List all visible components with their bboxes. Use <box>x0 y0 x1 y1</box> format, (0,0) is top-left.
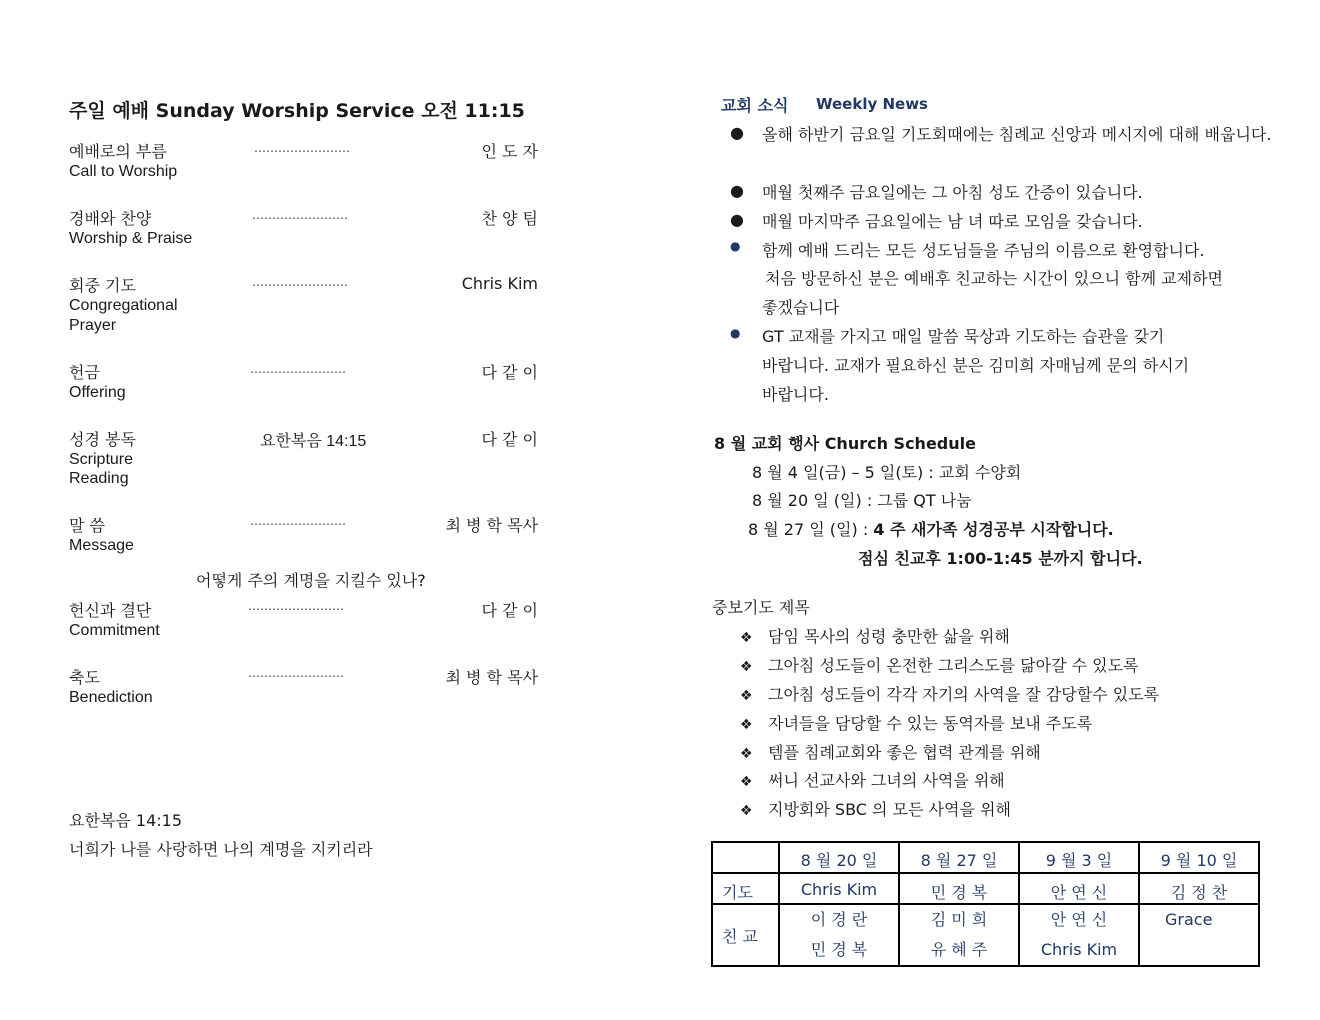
schedule-line-prefix: 8 월 27 일 (일) : <box>748 520 874 539</box>
diamond-bullet-icon: ❖ <box>740 717 753 733</box>
bullet-icon: ● <box>730 181 744 200</box>
table-cell: 민 경 복 <box>899 873 1019 904</box>
news-heading-ko: 교회 소식 <box>721 96 789 115</box>
table-corner <box>712 842 779 873</box>
table-cell: Chris Kim <box>779 873 899 904</box>
bullet-icon: ● <box>730 123 744 142</box>
bullet-icon: ● <box>730 210 744 229</box>
diamond-bullet-icon: ❖ <box>740 746 753 762</box>
prayer-item-text: 자녀들을 담당할 수 있는 동역자를 보내 주도록 <box>768 714 1093 733</box>
order-leader: 찬 양 팀 <box>481 209 538 228</box>
prayer-item <box>740 797 1011 820</box>
news-item-cont: 바랍니다. <box>762 385 829 404</box>
order-leader: 인 도 자 <box>481 142 538 161</box>
prayer-item-text: 써니 선교사와 그녀의 사역을 위해 <box>768 771 1005 790</box>
table-header-row <box>712 842 1259 873</box>
order-ko: 축도 <box>69 668 100 687</box>
news-item-cont: 바랍니다. 교재가 필요하신 분은 김미희 자매님께 문의 하시기 <box>762 356 1190 375</box>
table-cell-name: Chris Kim <box>1040 940 1118 959</box>
news-item-cont: 처음 방문하신 분은 예배후 친교하는 시간이 있으니 함께 교제하면 <box>765 269 1224 288</box>
order-en-2: Reading <box>69 470 129 487</box>
order-dots: …………………… <box>250 514 346 528</box>
prayer-item <box>740 653 1139 676</box>
table-row-label: 기도 <box>712 873 779 904</box>
news-item: 매월 첫째주 금요일에는 그 아침 성도 간증이 있습니다. <box>762 183 1143 202</box>
order-dots: …………………… <box>248 666 344 680</box>
order-ko: 예배로의 부름 <box>69 142 167 161</box>
order-ko: 헌신과 결단 <box>69 601 152 620</box>
prayer-item <box>740 624 1010 647</box>
prayer-item <box>740 682 1159 705</box>
order-en: Scripture <box>69 451 134 468</box>
order-ko: 헌금 <box>69 363 100 382</box>
verse-text: 너희가 나를 사랑하면 나의 계명을 지키리라 <box>69 840 373 859</box>
table-date: 9 월 3 일 <box>1019 842 1139 873</box>
table-date: 9 월 10 일 <box>1139 842 1259 873</box>
table-date: 8 월 20 일 <box>779 842 899 873</box>
prayer-item-text: 템플 침례교회와 좋은 협력 관계를 위해 <box>768 743 1041 762</box>
prayer-item-text: 그아침 성도들이 온전한 그리스도를 닮아갈 수 있도록 <box>768 656 1139 675</box>
diamond-bullet-icon: ❖ <box>740 774 753 790</box>
order-en: Message <box>69 537 134 554</box>
table-row-label: 친 교 <box>712 904 779 966</box>
schedule-line: 8 월 20 일 (일) : 그룹 QT 나눔 <box>752 491 972 510</box>
order-leader: 최 병 학 목사 <box>445 668 538 687</box>
order-dots: …………………… <box>254 141 350 155</box>
order-leader: 다 같 이 <box>481 601 538 620</box>
table-cell-name: 안 연 신 <box>1050 910 1108 929</box>
order-ko: 말 씀 <box>69 516 105 535</box>
order-ko: 회중 기도 <box>69 276 136 295</box>
table-cell <box>1139 904 1259 966</box>
order-leader: 다 같 이 <box>481 430 538 449</box>
order-en: Benediction <box>69 689 153 706</box>
table-row <box>712 873 1259 904</box>
diamond-bullet-icon: ❖ <box>740 688 753 704</box>
prayer-item-text: 지방회와 SBC 의 모든 사역을 위해 <box>768 800 1011 819</box>
schedule-line: 8 월 4 일(금) – 5 일(토) : 교회 수양회 <box>752 463 1022 482</box>
news-item: 함께 예배 드리는 모든 성도님들을 주님의 이름으로 환영합니다. <box>762 241 1205 260</box>
table-cell <box>899 904 1019 966</box>
schedule-line <box>748 517 1114 540</box>
prayer-heading: 중보기도 제목 <box>712 598 810 617</box>
table-cell <box>779 904 899 966</box>
order-ko: 성경 봉독 <box>69 430 136 449</box>
verse-reference: 요한복음 14:15 <box>69 811 183 830</box>
news-item: 올해 하반기 금요일 기도회때에는 침례교 신앙과 메시지에 대해 배웁니다. <box>762 125 1272 144</box>
order-en: Call to Worship <box>69 163 178 180</box>
prayer-item-text: 그아침 성도들이 각각 자기의 사역을 잘 감당할수 있도록 <box>768 685 1160 704</box>
news-item-cont: 좋겠습니다 <box>762 298 840 317</box>
table-cell-name: 김 미 희 <box>930 910 988 929</box>
bullet-icon: ● <box>730 326 741 340</box>
order-en: Commitment <box>69 622 160 639</box>
table-row <box>712 904 1259 966</box>
prayer-item-text: 담임 목사의 성령 충만한 삶을 위해 <box>768 627 1010 646</box>
table-cell-name: 유 혜 주 <box>930 940 988 959</box>
order-ko: 경배와 찬양 <box>69 209 152 228</box>
order-leader: 다 같 이 <box>481 363 538 382</box>
service-title: 주일 예배 Sunday Worship Service 오전 11:15 <box>69 100 525 122</box>
table-cell-name: 민 경 복 <box>810 940 868 959</box>
order-leader: Chris Kim <box>461 274 538 293</box>
scripture-reference: 요한복음 14:15 <box>260 433 367 450</box>
order-en: Congregational <box>69 297 178 314</box>
schedule-line-bold: 4 주 새가족 성경공부 시작합니다. <box>873 520 1114 539</box>
news-item: 매월 마지막주 금요일에는 남 녀 따로 모임을 갖습니다. <box>762 212 1143 231</box>
table-cell: 김 정 찬 <box>1139 873 1259 904</box>
table-cell: 안 연 신 <box>1019 873 1139 904</box>
schedule-heading: 8 월 교회 행사 Church Schedule <box>714 434 976 453</box>
order-en: Offering <box>69 384 126 401</box>
order-en-2: Prayer <box>69 317 117 334</box>
table-cell-name: Grace <box>1165 910 1213 929</box>
table-cell-name: 이 경 란 <box>810 910 868 929</box>
order-dots: …………………… <box>252 208 348 222</box>
news-heading-en: Weekly News <box>816 95 928 113</box>
diamond-bullet-icon: ❖ <box>740 803 753 819</box>
bullet-icon: ● <box>730 239 741 253</box>
order-dots: …………………… <box>248 599 344 613</box>
table-date: 8 월 27 일 <box>899 842 1019 873</box>
duty-table <box>711 841 1260 967</box>
sermon-title: 어떻게 주의 계명을 지킬수 있나? <box>196 571 426 590</box>
order-en: Worship & Praise <box>69 230 193 247</box>
prayer-item <box>740 711 1092 734</box>
diamond-bullet-icon: ❖ <box>740 630 753 646</box>
order-dots: …………………… <box>250 362 346 376</box>
prayer-item <box>740 768 1005 791</box>
table-cell <box>1019 904 1139 966</box>
diamond-bullet-icon: ❖ <box>740 659 753 675</box>
schedule-line: 점심 친교후 1:00-1:45 분까지 합니다. <box>858 549 1143 568</box>
order-leader: 최 병 학 목사 <box>445 516 538 535</box>
news-item: GT 교재를 가지고 매일 말씀 묵상과 기도하는 습관을 갖기 <box>762 327 1165 346</box>
prayer-item <box>740 740 1041 763</box>
order-dots: …………………… <box>252 275 348 289</box>
